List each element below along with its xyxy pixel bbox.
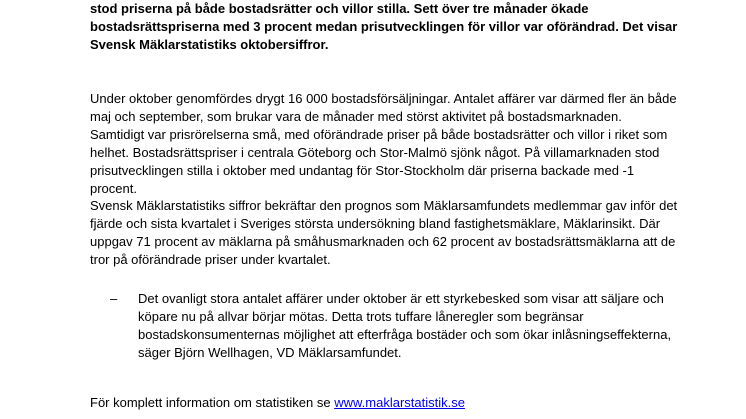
- quote-dash: –: [110, 291, 118, 306]
- quote-text: [138, 290, 671, 362]
- quote-line: bostadskonsumenternas möjlighet att efterfråga bostäder och som ökar inlåsningseffekterna,: [138, 327, 672, 342]
- paragraph-line: Under oktober genomfördes drygt 16 000 bostadsförsäljningar. Antalet affärer var därmed fler än både: [90, 91, 677, 106]
- quote-line: säger Björn Wellhagen, VD Mäklarsamfundet.: [138, 345, 402, 360]
- lead-paragraph: [90, 0, 678, 54]
- paragraph-line: maj och september, som brukar vara de månader med störst aktivitet på bostadsmarknaden.: [90, 109, 622, 124]
- statistics-link[interactable]: www.maklarstatistik.se: [334, 395, 465, 410]
- paragraph-line: prisutvecklingen stilla i oktober med undantag för Stor-Stockholm där priserna backade med -1: [90, 163, 635, 178]
- paragraph-line: procent.: [90, 181, 137, 196]
- quote-line: Det ovanligt stora antalet affärer under oktober är ett styrkebesked som visar att säljare och: [138, 291, 664, 306]
- paragraph-line: fjärde och sista kvartalet i Sveriges största undersökning bland fastighetsmäklare, Mäklarinsikt. Där: [90, 216, 661, 231]
- body-paragraph-sales: [90, 90, 677, 198]
- lead-line: Svensk Mäklarstatistiks oktobersiffror.: [90, 37, 329, 52]
- lead-line: bostadsrättspriserna med 3 procent medan prisutvecklingen för villor var oförändrad. Det visar: [90, 19, 678, 34]
- footer-text: För komplett information om statistiken se: [90, 395, 335, 410]
- quote-line: köpare nu på allvar börjar mötas. Detta trots tuffare låneregler som begränsar: [138, 309, 584, 324]
- paragraph-line: tror på oförändrade priser under kvartalet.: [90, 252, 331, 267]
- lead-line: stod priserna på både bostadsrätter och villor stilla. Sett över tre månader ökade: [90, 1, 589, 16]
- body-paragraph-forecast: [90, 197, 678, 269]
- paragraph-line: helhet. Bostadsrättspriser i centrala Göteborg och Stor-Malmö sjönk något. På villamarknaden stod: [90, 145, 660, 160]
- footer-info: [90, 394, 465, 412]
- paragraph-line: Svensk Mäklarstatistiks siffror bekräftar den prognos som Mäklarsamfundets medlemmar gav inför det: [90, 198, 678, 213]
- paragraph-line: uppgav 71 procent av mäklarna på småhusmarknaden och 62 procent av bostadsrättsmäklarna att de: [90, 234, 676, 249]
- paragraph-line: Samtidigt var prisrörelserna små, med oförändrade priser på både bostadsrätter och villor i riket som: [90, 127, 668, 142]
